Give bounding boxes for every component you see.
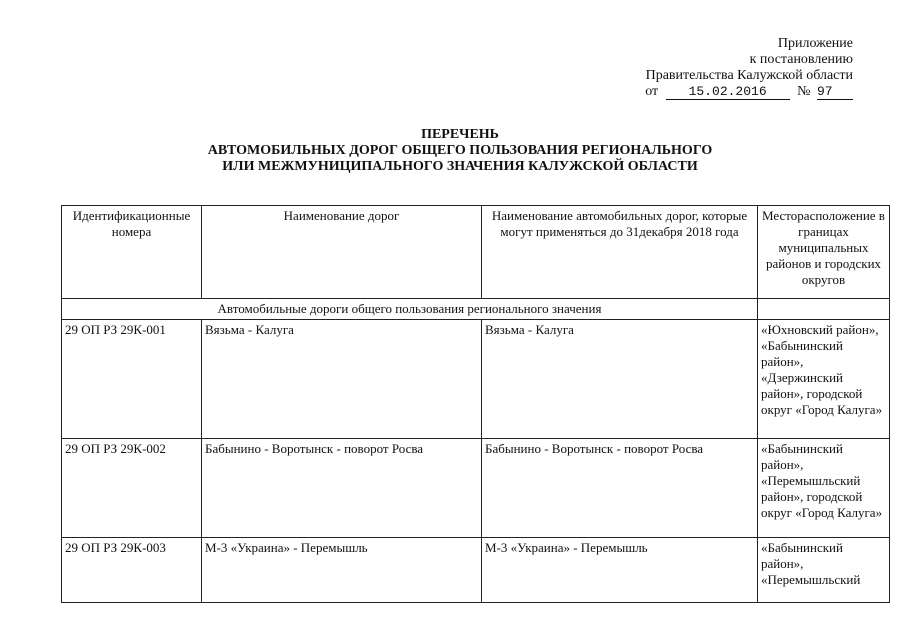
document-title: [160, 127, 760, 175]
road-name-2018: Вязьма - Калуга: [482, 320, 758, 439]
road-name-2018: Бабынино - Воротынск - поворот Росва: [482, 439, 758, 538]
header-id-numbers: Идентификационные номера: [62, 206, 202, 299]
roads-table: [61, 205, 890, 603]
road-name: Вязьма - Калуга: [202, 320, 482, 439]
table-row: [62, 320, 890, 439]
section-row: [62, 299, 890, 320]
road-id: 29 ОП РЗ 29К-002: [62, 439, 202, 538]
road-id: 29 ОП РЗ 29К-001: [62, 320, 202, 439]
appendix-label: Приложение: [777, 36, 853, 51]
header-road-names: Наименование дорог: [202, 206, 482, 299]
road-name: Бабынино - Воротынск - поворот Росва: [202, 439, 482, 538]
government-label: Правительства Калужской области: [645, 68, 853, 83]
table-row: [62, 439, 890, 538]
road-location: «Бабынинский район», «Перемышльский район», городской округ «Город Калуга»: [758, 439, 890, 538]
road-name-2018: М-3 «Украина» - Перемышль: [482, 538, 758, 603]
road-location: «Бабынинский район», «Перемышльский: [758, 538, 890, 603]
table-header-row: [62, 206, 890, 299]
date-prefix: от: [645, 84, 659, 99]
road-location: «Юхновский район», «Бабынинский район», «Дзержинский район», городской округ «Город Калуга»: [758, 320, 890, 439]
resolution-number: 97: [817, 85, 853, 100]
title-line-3: ИЛИ МЕЖМУНИЦИПАЛЬНОГО ЗНАЧЕНИЯ КАЛУЖСКОЙ ОБЛАСТИ: [222, 159, 698, 174]
number-prefix: №: [797, 84, 811, 99]
resolution-date: 15.02.2016: [666, 85, 790, 100]
road-id: 29 ОП РЗ 29К-003: [62, 538, 202, 603]
road-name: М-3 «Украина» - Перемышль: [202, 538, 482, 603]
appendix-header: [645, 36, 853, 100]
section-empty-cell: [758, 299, 890, 320]
header-road-names-2018: Наименование автомобильных дорог, которые могут применяться до 31декабря 2018 года: [482, 206, 758, 299]
resolution-label: к постановлению: [749, 52, 853, 67]
date-number-line: [645, 84, 853, 100]
title-line-2: АВТОМОБИЛЬНЫХ ДОРОГ ОБЩЕГО ПОЛЬЗОВАНИЯ РЕГИОНАЛЬНОГО: [207, 143, 713, 158]
table-row: [62, 538, 890, 603]
section-title: Автомобильные дороги общего пользования регионального значения: [62, 299, 758, 320]
header-location: Месторасположение в границах муниципальных районов и городских округов: [758, 206, 890, 299]
title-line-1: ПЕРЕЧЕНЬ: [421, 127, 499, 142]
